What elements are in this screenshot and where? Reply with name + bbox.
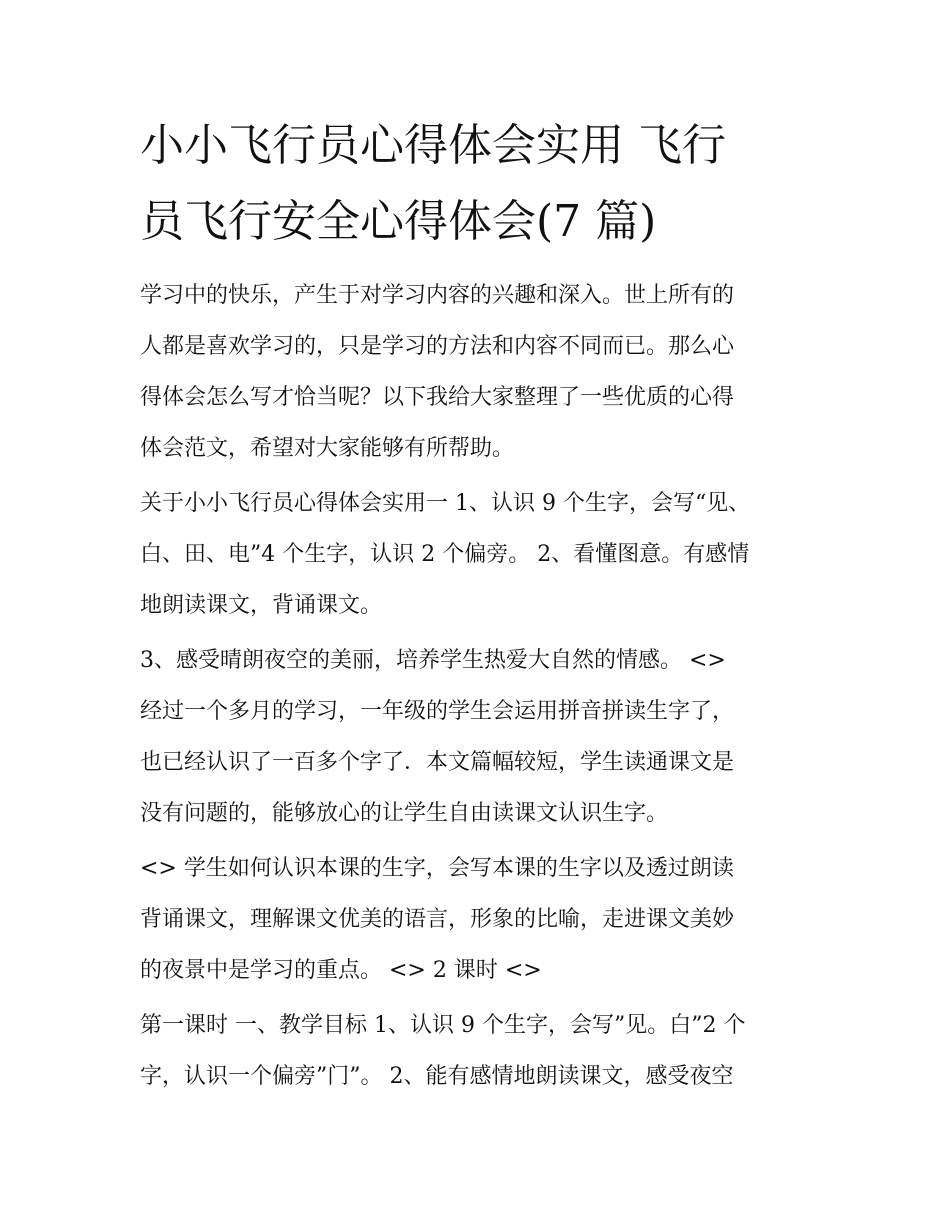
text-line: 没有问题的，能够放心的让学生自由读课文认识生字。 — [140, 801, 669, 826]
text-line: 白、田、电”4 个生字，认识 2 个偏旁。 2、看懂图意。有感情 — [140, 542, 750, 567]
text-line: 3、感受晴朗夜空的美丽，培养学生热爱大自然的情感。 <> — [140, 648, 726, 673]
paragraph-first-lesson — [140, 1000, 820, 1102]
text-line: <> 学生如何认识本课的生字，会写本课的生字以及透过朗读 — [140, 856, 734, 881]
paragraph-goals — [140, 478, 820, 631]
document-page — [140, 108, 820, 1106]
text-line: 体会范文，希望对大家能够有所帮助。 — [140, 436, 515, 461]
text-line: 字，认识一个偏旁”门”。 2、能有感情地朗读课文，感受夜空 — [140, 1064, 734, 1089]
text-line: 经过一个多月的学习，一年级的学生会运用拼音拼读生字了， — [140, 699, 735, 724]
title-line: 小小飞行员心得体会实用 飞行 — [140, 120, 726, 171]
paragraph-intro — [140, 270, 820, 474]
text-line: 地朗读课文，背诵课文。 — [140, 593, 383, 618]
text-line: 背诵课文，理解课文优美的语言，形象的比喻，走进课文美妙 — [140, 907, 735, 932]
text-line: 学习中的快乐，产生于对学习内容的兴趣和深入。世上所有的 — [140, 283, 735, 308]
text-line: 得体会怎么写才恰当呢？以下我给大家整理了一些优质的心得 — [140, 385, 735, 410]
text-line: 关于小小飞行员心得体会实用一 1、认识 9 个生字，会写“见、 — [140, 491, 751, 516]
text-line: 的夜景中是学习的重点。 <> 2 课时 <> — [140, 958, 542, 983]
text-line: 也已经认识了一百多个字了．本文篇幅较短，学生读通课文是 — [140, 750, 735, 775]
text-line: 第一课时 一、教学目标 1、认识 9 个生字，会写”见。白”2 个 — [140, 1013, 746, 1038]
paragraph-analysis — [140, 635, 820, 839]
title-line: 员飞行安全心得体会(7 篇) — [140, 196, 657, 247]
text-line: 人都是喜欢学习的，只是学习的方法和内容不同而已。那么心 — [140, 334, 735, 359]
paragraph-key-points — [140, 843, 820, 996]
document-title — [140, 108, 820, 260]
